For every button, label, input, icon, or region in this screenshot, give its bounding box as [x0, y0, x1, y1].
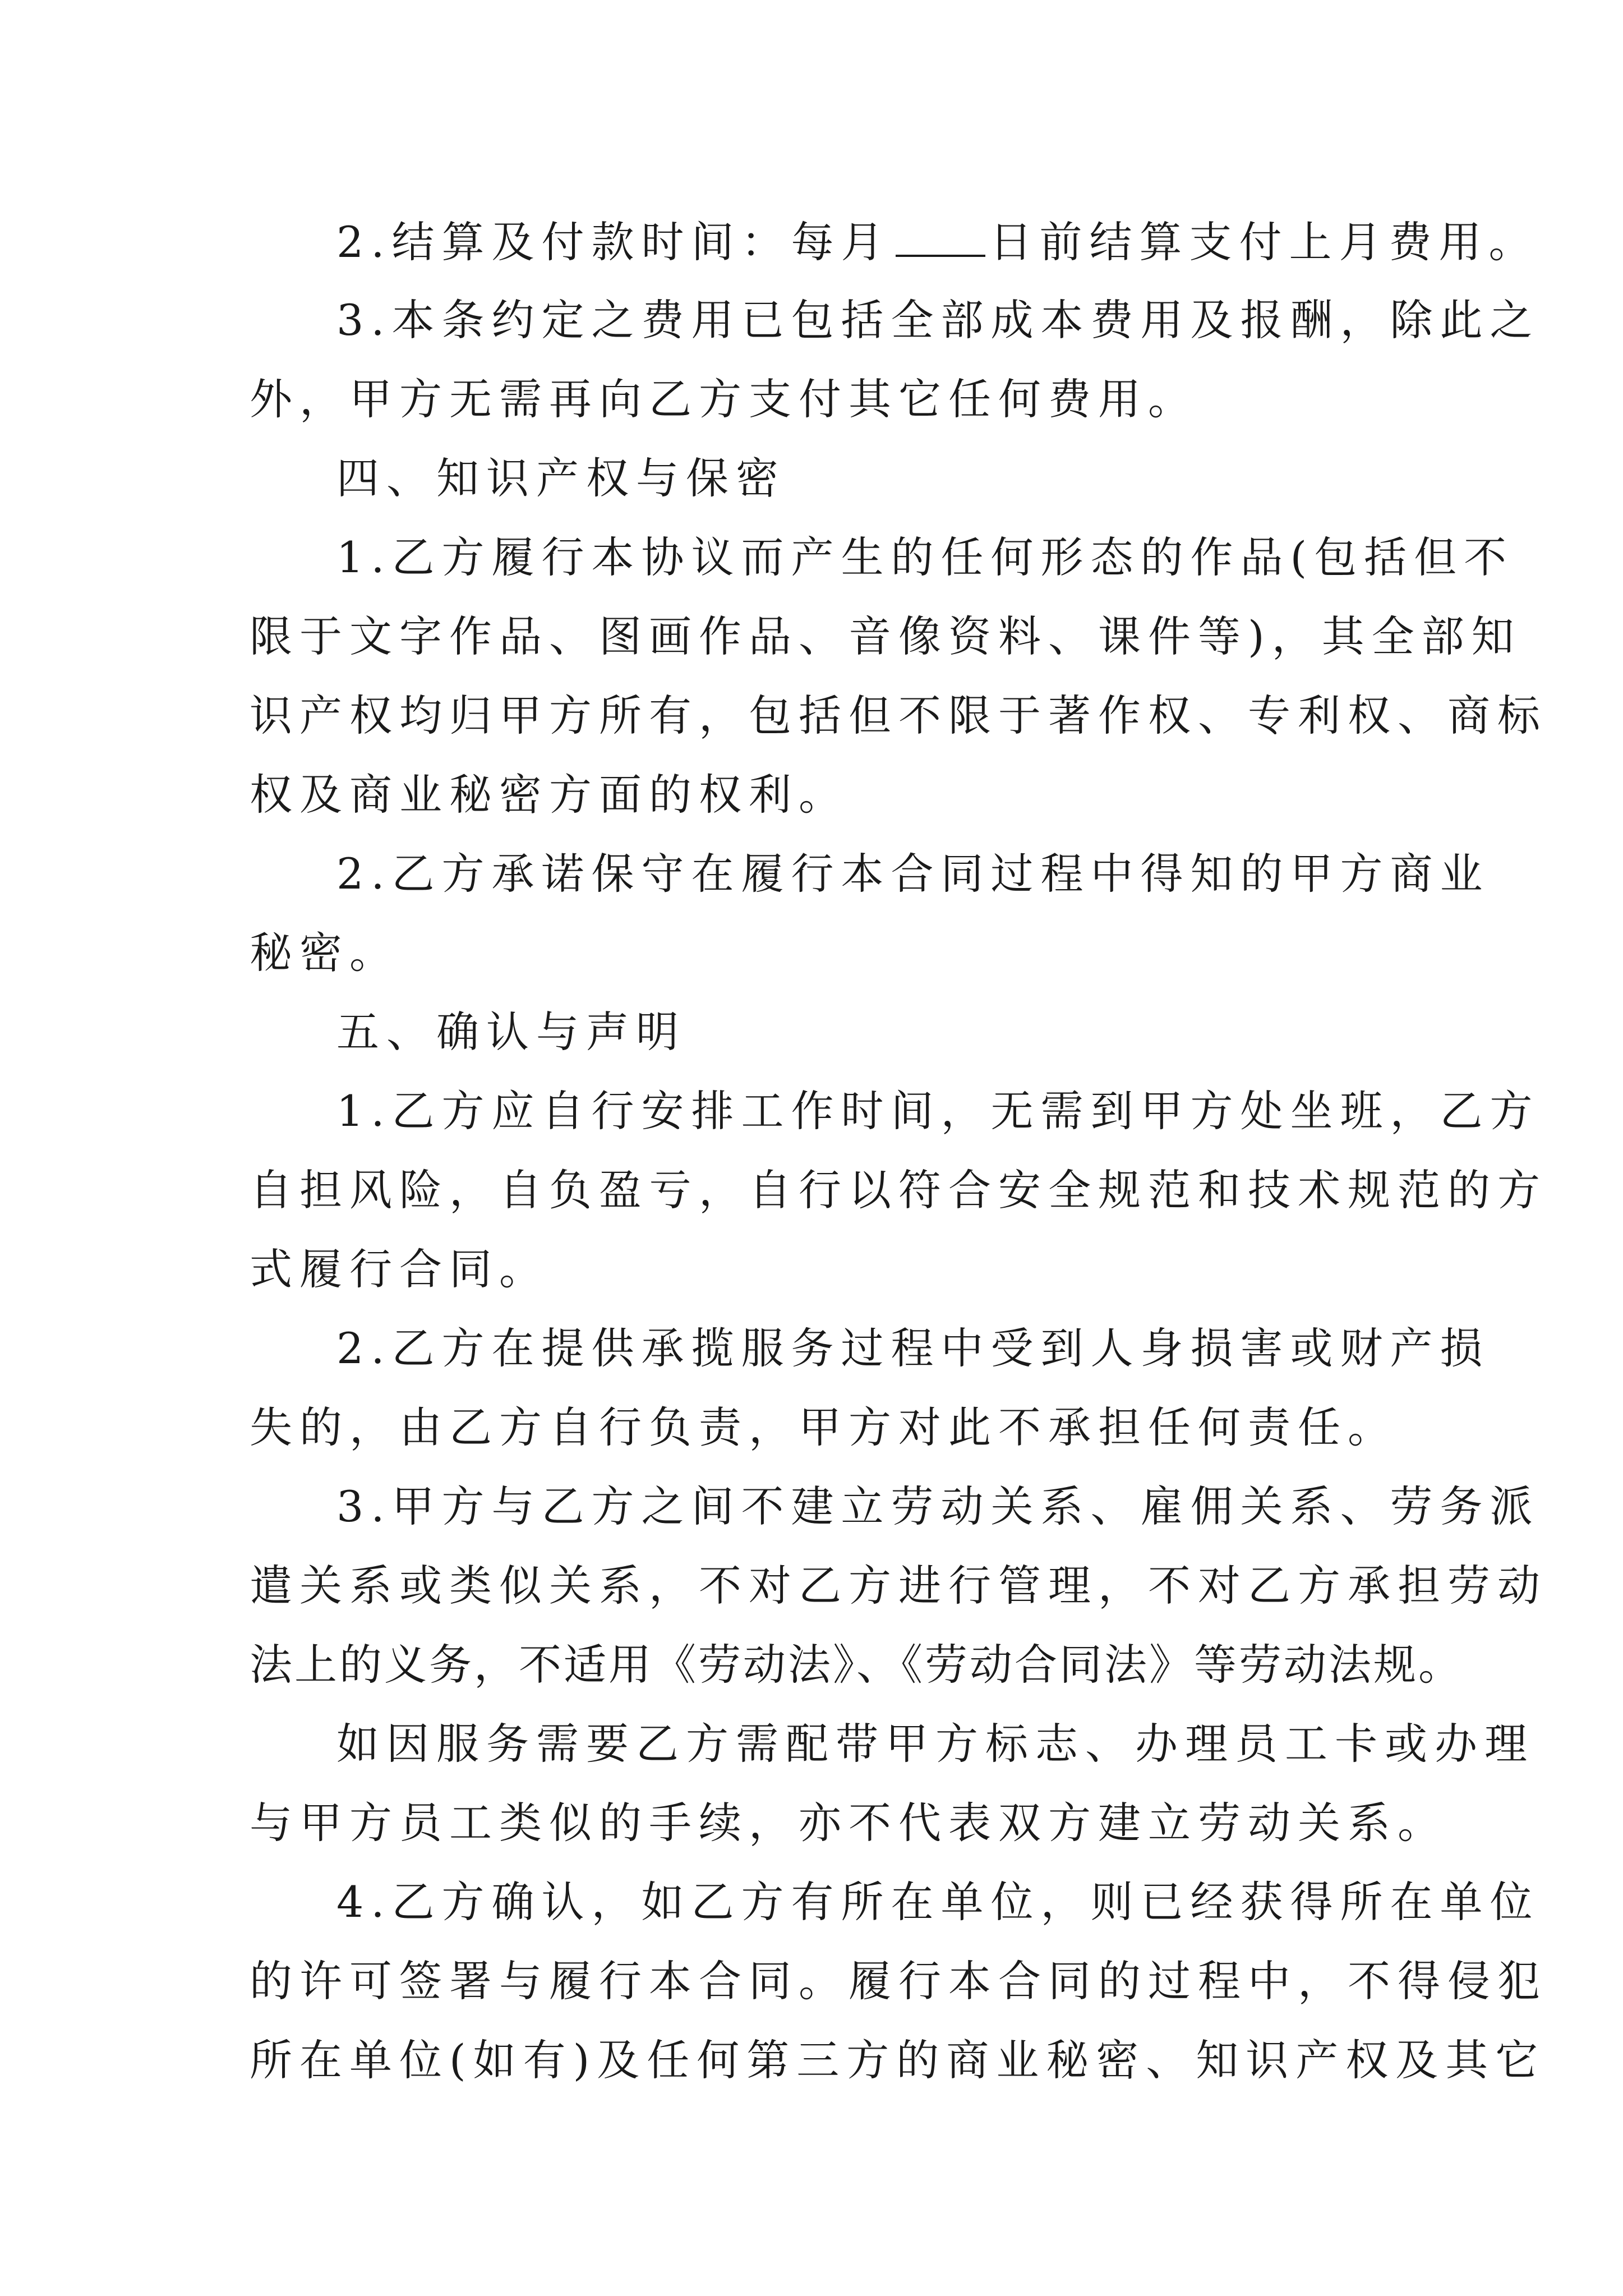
paragraph-line: 识产权均归甲方所有，包括但不限于著作权、专利权、商标 [250, 691, 1547, 740]
paragraph-line: 与甲方员工类似的手续，亦不代表双方建立劳动关系。 [250, 1798, 1447, 1848]
paragraph-line: 2.乙方在提供承揽服务过程中受到人身损害或财产损 [336, 1323, 1490, 1373]
section-heading: 四、知识产权与保密 [336, 453, 786, 503]
paragraph-line: 式履行合同。 [250, 1244, 549, 1294]
paragraph-line: 的许可签署与履行本合同。履行本合同的过程中，不得侵犯 [250, 1956, 1547, 2006]
paragraph-line: 2.乙方承诺保守在履行本合同过程中得知的甲方商业 [336, 849, 1490, 899]
paragraph-line: 权及商业秘密方面的权利。 [250, 770, 849, 820]
paragraph-line: 遣关系或类似关系，不对乙方进行管理，不对乙方承担劳动 [250, 1561, 1547, 1611]
paragraph-line: 3.本条约定之费用已包括全部成本费用及报酬，除此之 [336, 295, 1540, 345]
paragraph-line: 3.甲方与乙方之间不建立劳动关系、雇佣关系、劳务派 [336, 1481, 1540, 1531]
paragraph-line: 限于文字作品、图画作品、音像资料、课件等)，其全部知 [250, 611, 1521, 661]
section-heading: 五、确认与声明 [336, 1007, 686, 1057]
paragraph-line: 失的，由乙方自行负责，甲方对此不承担任何责任。 [250, 1402, 1398, 1452]
paragraph-line: 法上的义务，不适用《劳动法》、《劳动合同法》等劳动法规。 [250, 1640, 1463, 1690]
paragraph-line: 1.乙方应自行安排工作时间，无需到甲方处坐班，乙方 [336, 1086, 1540, 1136]
paragraph-line: 1.乙方履行本协议而产生的任何形态的作品(包括但不 [336, 532, 1514, 582]
paragraph-line: 如因服务需要乙方需配带甲方标志、办理员工卡或办理 [336, 1719, 1534, 1769]
line-text: 日前结算支付上月费用。 [989, 217, 1539, 267]
paragraph-line: 所在单位(如有)及任何第三方的商业秘密、知识产权及其它 [250, 2035, 1546, 2085]
paragraph-line: 外，甲方无需再向乙方支付其它任何费用。 [250, 374, 1198, 424]
paragraph-line: 4.乙方确认，如乙方有所在单位，则已经获得所在单位 [336, 1877, 1540, 1927]
paragraph-line [336, 217, 1539, 267]
paragraph-line: 秘密。 [250, 928, 399, 978]
line-text: 2.结算及付款时间：每月 [336, 217, 891, 267]
fill-in-blank [896, 220, 985, 257]
paragraph-line: 自担风险，自负盈亏，自行以符合安全规范和技术规范的方 [250, 1165, 1547, 1215]
